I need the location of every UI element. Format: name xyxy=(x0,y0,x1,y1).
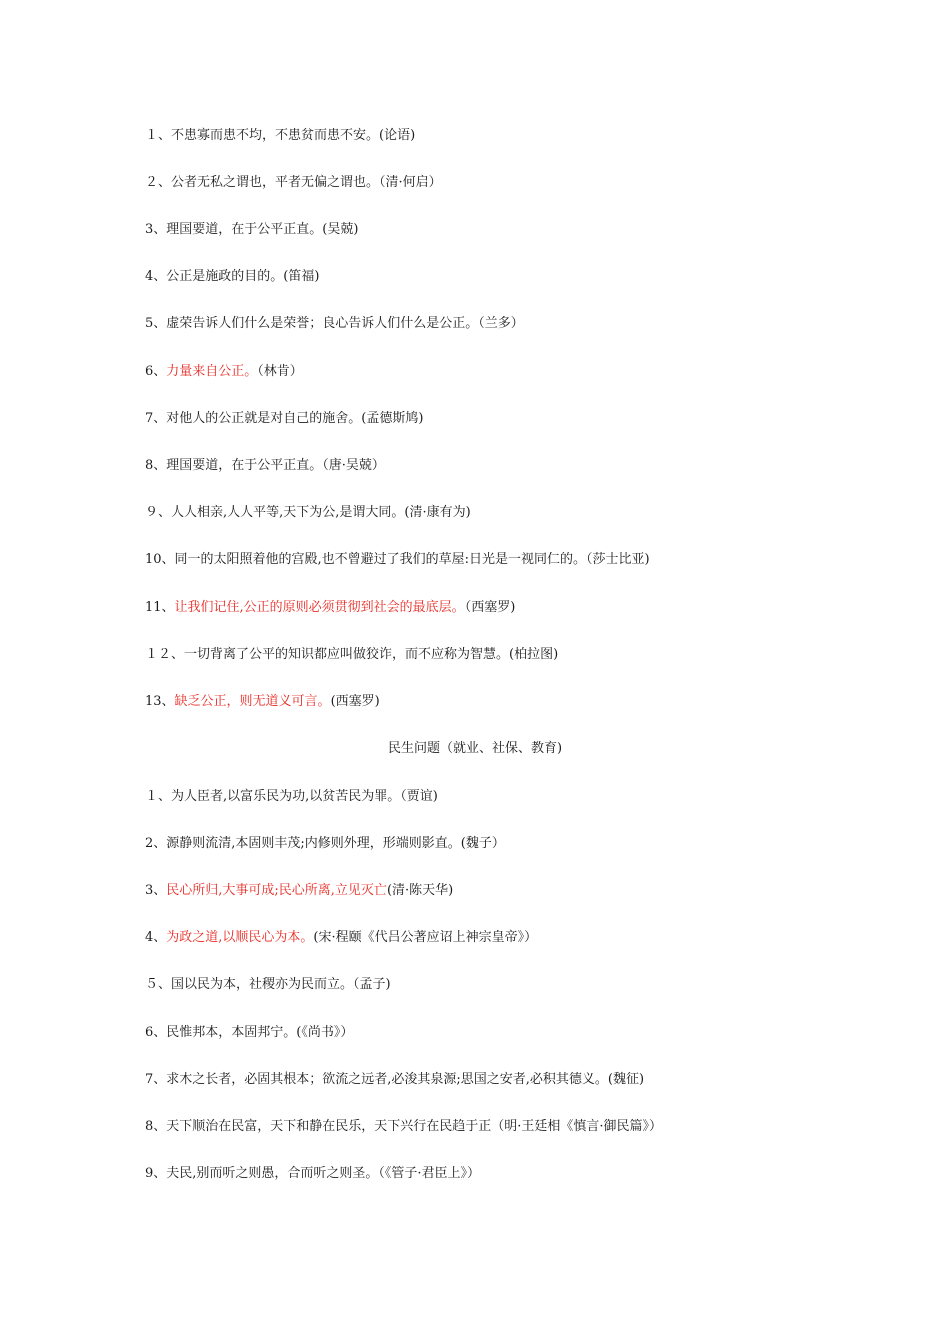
quote-line xyxy=(145,788,438,806)
quote-text: 求木之长者，必固其根本；欲流之远者,必浚其泉源;思国之安者,必积其德义。(魏征) xyxy=(166,1072,645,1087)
quote-line xyxy=(145,929,537,947)
quote-number: 5、 xyxy=(145,316,167,331)
quote-line xyxy=(145,221,358,239)
quote-line xyxy=(145,1024,353,1042)
quote-line xyxy=(145,268,319,286)
quote-text: 一切背离了公平的知识都应叫做狡诈，而不应称为智慧。(柏拉图) xyxy=(184,647,559,662)
quote-number: 4、 xyxy=(145,930,167,945)
quote-text: 理国要道，在于公平正直。(吴兢) xyxy=(166,222,359,237)
quote-line xyxy=(145,882,453,900)
quote-text: 人人相亲,人人平等,天下为公,是谓大同。(清·康有为) xyxy=(171,505,471,520)
quote-line xyxy=(145,1118,662,1136)
quote-highlight: 让我们记住,公正的原则必须贯彻到社会的最底层。 xyxy=(174,600,465,615)
quote-number: 8、 xyxy=(145,458,167,473)
quote-text: (宋·程颐《代吕公著应诏上神宗皇帝》） xyxy=(313,930,538,945)
quote-number: 2、 xyxy=(145,836,167,851)
quote-number: １、 xyxy=(145,128,172,143)
quote-line xyxy=(145,315,524,333)
quote-text: （西塞罗) xyxy=(464,600,516,615)
quote-number: 7、 xyxy=(145,411,167,426)
quote-number: １、 xyxy=(145,789,172,804)
quote-number: 13、 xyxy=(145,694,175,709)
quote-text: 民惟邦本，本固邦宁。(《尚书》） xyxy=(166,1025,354,1040)
quote-line xyxy=(145,127,415,145)
quote-text: 夫民,别而听之则愚，合而听之则圣。（《管子·君臣上》） xyxy=(166,1166,481,1181)
quote-number: 10、 xyxy=(145,552,175,567)
quote-line xyxy=(145,457,385,475)
quote-line xyxy=(145,646,558,664)
quote-highlight: 民心所归,大事可成;民心所离,立见灭亡 xyxy=(166,883,387,898)
quote-number: ９、 xyxy=(145,505,172,520)
quote-text: 对他人的公正就是对自己的施舍。(孟德斯鸠) xyxy=(166,411,424,426)
quote-text: （林肯） xyxy=(257,364,303,379)
quote-line xyxy=(145,504,471,522)
quote-text: 同一的太阳照着他的宫殿,也不曾避过了我们的草屋:日光是一视同仁的。（莎士比亚) xyxy=(174,552,650,567)
quote-text: 公者无私之谓也，平者无偏之谓也。（清·何启） xyxy=(171,175,442,190)
quote-line xyxy=(145,599,515,617)
quote-highlight: 缺乏公正，则无道义可言。 xyxy=(174,694,331,709)
quote-number: 8、 xyxy=(145,1119,167,1134)
quote-text: 国以民为本，社稷亦为民而立。（孟子) xyxy=(171,977,391,992)
quote-number: 3、 xyxy=(145,883,167,898)
quote-number: １２、 xyxy=(145,647,185,662)
quote-line xyxy=(145,1071,644,1089)
quote-line xyxy=(145,693,380,711)
quote-number: 9、 xyxy=(145,1166,167,1181)
quote-text: 理国要道，在于公平正直。（唐·吴兢） xyxy=(166,458,385,473)
quote-number: 4、 xyxy=(145,269,167,284)
quote-line xyxy=(145,551,650,569)
quote-number: 3、 xyxy=(145,222,167,237)
quote-text: 天下顺治在民富，天下和静在民乐，天下兴行在民趋于正（明·王廷相《慎言·御民篇》） xyxy=(166,1119,663,1134)
quote-number: 11、 xyxy=(145,600,175,615)
quote-text: (西塞罗) xyxy=(330,694,380,709)
quote-text: 源静则流清,本固则丰茂;内修则外理，形端则影直。(魏子） xyxy=(166,836,505,851)
quote-number: 7、 xyxy=(145,1072,167,1087)
quote-line xyxy=(145,363,303,381)
quote-line xyxy=(145,174,442,192)
quote-highlight: 为政之道,以顺民心为本。 xyxy=(166,930,314,945)
quote-text: 不患寡而患不均，不患贫而患不安。(论语) xyxy=(171,128,416,143)
quote-number: 6、 xyxy=(145,1025,167,1040)
quote-line xyxy=(145,835,505,853)
quote-text: 为人臣者,以富乐民为功,以贫苦民为罪。（贾谊) xyxy=(171,789,438,804)
quote-text: 虚荣告诉人们什么是荣誉；良心告诉人们什么是公正。（兰多） xyxy=(166,316,524,331)
quote-number: ２、 xyxy=(145,175,172,190)
quote-number: 6、 xyxy=(145,364,167,379)
quote-text: (清·陈天华) xyxy=(386,883,454,898)
quote-line xyxy=(145,410,423,428)
quote-highlight: 力量来自公正。 xyxy=(166,364,258,379)
quote-line xyxy=(145,1165,480,1183)
quote-number: ５、 xyxy=(145,977,172,992)
section-heading: 民生问题（就业、社保、教育) xyxy=(387,741,563,756)
quote-text: 公正是施政的目的。(笛福) xyxy=(166,269,320,284)
quote-line xyxy=(145,976,391,994)
